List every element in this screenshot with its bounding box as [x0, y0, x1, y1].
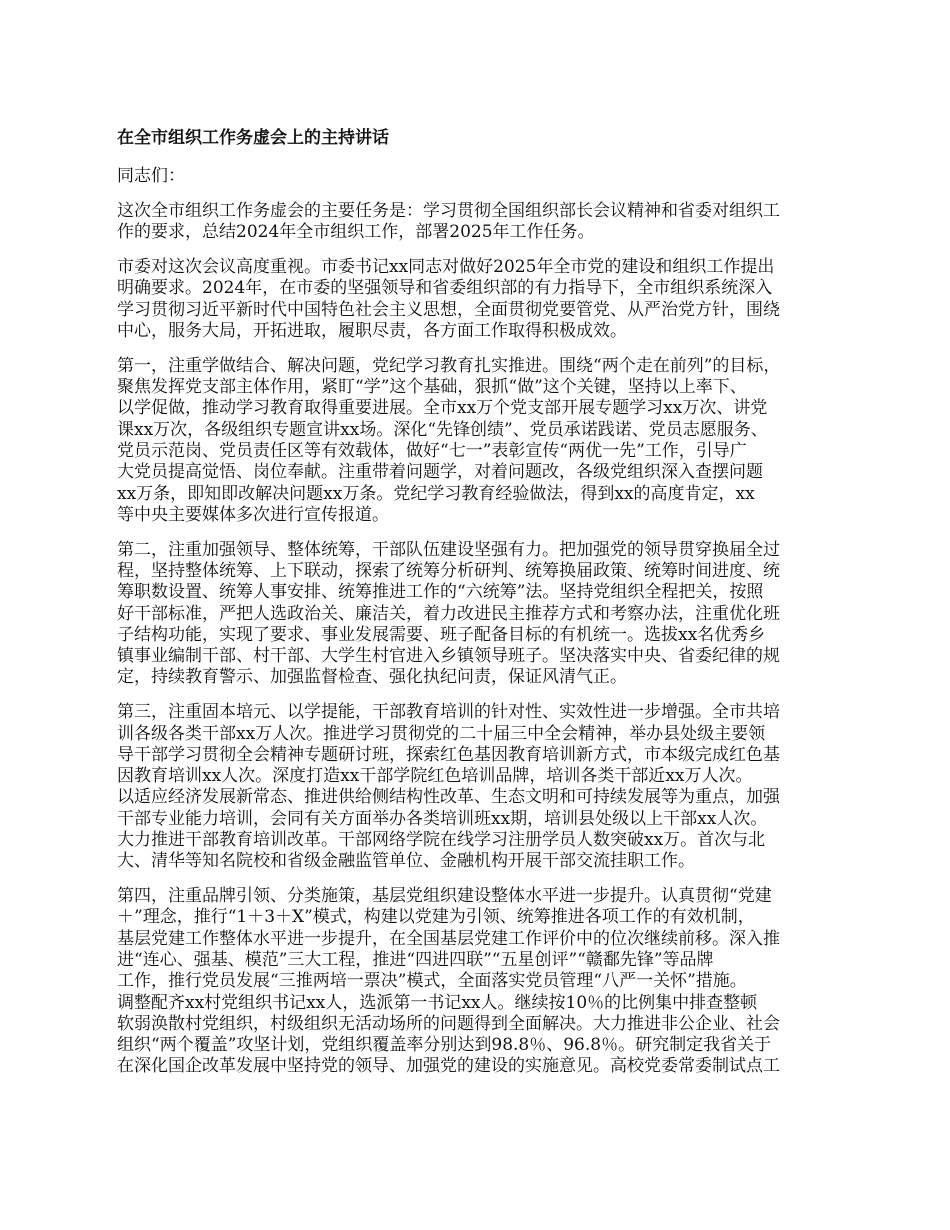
paragraph-line: 聚焦发挥党支部主体作用，紧盯“学”这个基础，狠抓“做”这个关键，坚持以上率下、	[117, 377, 747, 398]
paragraphs	[117, 201, 852, 1078]
paragraph-line: 第三，注重固本培元、以学提能，干部教育培训的针对性、实效性进一步增强。全市共培	[117, 702, 780, 723]
paragraph-line: 等中央主要媒体多次进行宣传报道。	[117, 504, 389, 525]
paragraph-line: 镇事业编制干部、村干部、大学生村官进入乡镇领导班子。坚决落实中央、省委纪律的规	[117, 646, 780, 667]
paragraph-line: 学习贯彻习近平新时代中国特色社会主义思想，全面贯彻党要管党、从严治党方针，围绕	[117, 299, 780, 320]
paragraph-line: 大党员提高觉悟、岗位奉献。注重带着问题学，对着问题改，各级党组织深入查摆问题	[117, 462, 763, 483]
paragraph-line: 筹职数设置、统筹人事安排、统筹推进工作的“六统筹”法。坚持党组织全程把关，按照	[117, 582, 764, 603]
paragraph-line: ＋”理念，推行“1＋3＋X”模式，构建以党建为引领、统筹推进各项工作的有效机制，	[117, 907, 755, 928]
paragraph	[117, 356, 852, 526]
paragraph-line: 大、清华等知名院校和省级金融监管单位、金融机构开展干部交流挂职工作。	[117, 851, 695, 872]
paragraph	[117, 886, 852, 1078]
paragraph-line: 作的要求，总结2024年全市组织工作，部署2025年工作任务。	[117, 222, 595, 243]
paragraph-line: 训各级各类干部xx万人次。推进学习贯彻党的二十届三中全会精神，举办县处级主要领	[117, 723, 766, 744]
paragraph-line: 组织“两个覆盖”攻坚计划，党组织覆盖率分别达到98.8％、96.8％。研究制定我省关于	[117, 1035, 772, 1056]
paragraph-line: 软弱涣散村党组织，村级组织无活动场所的问题得到全面解决。大力推进非公企业、社会	[117, 1013, 780, 1034]
paragraph-line: 这次全市组织工作务虚会的主要任务是：学习贯彻全国组织部长会议精神和省委对组织工	[117, 201, 780, 221]
paragraph-line: 第四，注重品牌引领、分类施策，基层党组织建设整体水平进一步提升。认真贯彻“党建	[117, 886, 772, 907]
paragraph-line: 定，持续教育警示、加强监督检查、强化执纪问责，保证风清气正。	[117, 667, 627, 688]
paragraph-line: 进“连心、强基、模范”三大工程，推进“四进四联”“五星创评”“赣鄱先锋”等品牌	[117, 950, 714, 970]
paragraph-line: 党员示范岗、党员责任区等有效载体，做好“七一”表彰宣传“两优一先”工作，引导广	[117, 440, 747, 461]
paragraph-line: 中心，服务大局，开拓进取，履职尽责，各方面工作取得积极成效。	[117, 320, 627, 341]
paragraph-line: 因教育培训xx人次。深度打造xx干部学院红色培训品牌，培训各类干部近xx万人次。	[117, 766, 753, 787]
paragraph-line: 课xx万次，各级组织专题宣讲xx场。深化“先锋创绩”、党员承诺践诺、党员志愿服务、	[117, 419, 768, 440]
paragraph-line: 市委对这次会议高度重视。市委书记xx同志对做好2025年全市党的建设和组织工作提出	[117, 257, 775, 278]
paragraph-line: 工作，推行党员发展“三推两培一票决”模式，全面落实党员管理“八严一关怀”措施。	[117, 971, 747, 992]
paragraph-line: 程，坚持整体统筹、上下联动，探索了统筹分析研判、统筹换届政策、统筹时间进度、统	[117, 560, 780, 581]
paragraph-line: 基层党建工作整体水平进一步提升，在全国基层党建工作评价中的位次继续前移。深入推	[117, 928, 780, 949]
document-title: 在全市组织工作务虚会上的主持讲话	[117, 128, 389, 148]
greeting: 同志们：	[117, 166, 185, 186]
paragraph	[117, 540, 852, 689]
paragraph-line: 好干部标准，严把人选政治关、廉洁关，着力改进民主推荐方式和考察办法，注重优化班	[117, 603, 780, 624]
paragraph-line: 干部专业能力培训，会同有关方面举办各类培训班xx期，培训县处级以上干部xx人次。	[117, 808, 768, 829]
paragraph	[117, 201, 852, 244]
document-body	[117, 127, 852, 1091]
paragraph-line: 第二，注重加强领导、整体统筹，干部队伍建设坚强有力。把加强党的领导贯穿换届全过	[117, 539, 780, 560]
paragraph-line: 子结构功能，实现了要求、事业发展需要、班子配备目标的有机统一。选拔xx名优秀乡	[117, 624, 766, 645]
paragraph-line: 导干部学习贯彻全会精神专题研讨班，探索红色基因教育培训新方式，市本级完成红色基	[117, 744, 780, 765]
paragraph-line: 第一，注重学做结合、解决问题，党纪学习教育扎实推进。围绕“两个走在前列”的目标，	[117, 355, 781, 376]
paragraph	[117, 257, 852, 342]
paragraph	[117, 702, 852, 872]
paragraph-line: 大力推进干部教育培训改革。干部网络学院在线学习注册学员人数突破xx万。首次与北	[117, 830, 766, 851]
paragraph-line: 明确要求。2024年，在市委的坚强领导和省委组织部的有力指导下，全市组织系统深入	[117, 278, 773, 299]
paragraph-line: xx万条，即知即改解决问题xx万条。党纪学习教育经验做法，得到xx的高度肯定，xx	[117, 483, 755, 504]
paragraph-line: 以适应经济发展新常态、推进供给侧结构性改革、生态文明和可持续发展等为重点，加强	[117, 787, 780, 808]
paragraph-line: 在深化国企改革发展中坚持党的领导、加强党的建设的实施意见。高校党委常委制试点工	[117, 1056, 780, 1077]
paragraph-line: 以学促做，推动学习教育取得重要进展。全市xx万个党支部开展专题学习xx万次、讲党	[117, 398, 768, 419]
paragraph-line: 调整配齐xx村党组织书记xx人，选派第一书记xx人。继续按10％的比例集中排查整顿	[117, 992, 758, 1013]
